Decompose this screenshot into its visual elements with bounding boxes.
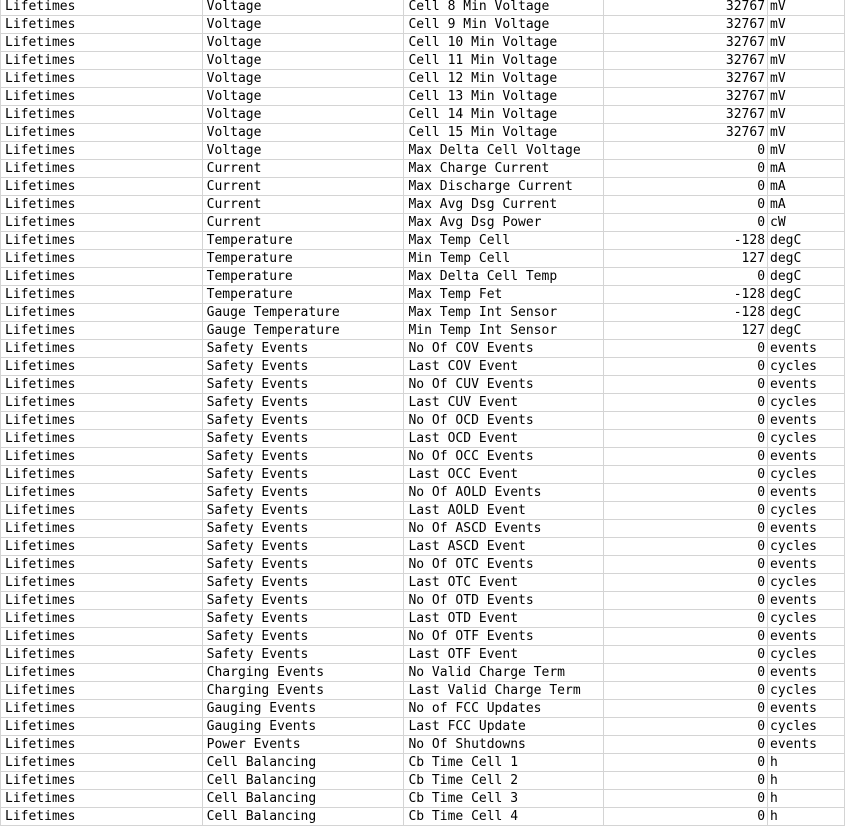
cell-section[interactable]: Lifetimes <box>1 52 203 70</box>
cell-parameter[interactable]: No Of COV Events <box>404 340 604 358</box>
cell-unit[interactable]: mV <box>768 34 845 52</box>
cell-category[interactable]: Safety Events <box>202 358 404 376</box>
cell-parameter[interactable]: Last OTF Event <box>404 646 604 664</box>
cell-parameter[interactable]: Max Discharge Current <box>404 178 604 196</box>
cell-section[interactable]: Lifetimes <box>1 628 203 646</box>
cell-unit[interactable]: degC <box>768 322 845 340</box>
cell-value[interactable]: 0 <box>604 556 768 574</box>
cell-section[interactable]: Lifetimes <box>1 610 203 628</box>
cell-section[interactable]: Lifetimes <box>1 160 203 178</box>
table-row <box>1 646 845 664</box>
cell-category[interactable]: Safety Events <box>202 574 404 592</box>
cell-parameter[interactable]: Last ASCD Event <box>404 538 604 556</box>
cell-section[interactable]: Lifetimes <box>1 376 203 394</box>
cell-section[interactable]: Lifetimes <box>1 448 203 466</box>
cell-category[interactable]: Safety Events <box>202 556 404 574</box>
table-row <box>1 286 845 304</box>
table-row <box>1 556 845 574</box>
cell-section[interactable]: Lifetimes <box>1 520 203 538</box>
table-row <box>1 52 845 70</box>
cell-section[interactable]: Lifetimes <box>1 430 203 448</box>
cell-value[interactable]: 0 <box>604 214 768 232</box>
cell-section[interactable]: Lifetimes <box>1 412 203 430</box>
cell-parameter[interactable]: No Of OTD Events <box>404 592 604 610</box>
cell-parameter[interactable]: Last OTC Event <box>404 574 604 592</box>
cell-value[interactable]: 32767 <box>604 70 768 88</box>
cell-parameter[interactable]: Max Delta Cell Temp <box>404 268 604 286</box>
cell-category[interactable]: Charging Events <box>202 682 404 700</box>
cell-category[interactable]: Safety Events <box>202 538 404 556</box>
cell-unit[interactable]: h <box>768 808 845 826</box>
cell-unit[interactable]: cycles <box>768 466 845 484</box>
cell-category[interactable]: Voltage <box>202 88 404 106</box>
cell-section[interactable]: Lifetimes <box>1 646 203 664</box>
table-row <box>1 268 845 286</box>
table-row <box>1 538 845 556</box>
cell-parameter[interactable]: Max Delta Cell Voltage <box>404 142 604 160</box>
cell-category[interactable]: Safety Events <box>202 628 404 646</box>
table-row <box>1 124 845 142</box>
cell-value[interactable]: 0 <box>604 700 768 718</box>
cell-parameter[interactable]: Cell 13 Min Voltage <box>404 88 604 106</box>
cell-section[interactable]: Lifetimes <box>1 502 203 520</box>
cell-unit[interactable]: h <box>768 754 845 772</box>
cell-value[interactable]: 0 <box>604 682 768 700</box>
cell-parameter[interactable]: Min Temp Int Sensor <box>404 322 604 340</box>
cell-section[interactable]: Lifetimes <box>1 682 203 700</box>
cell-parameter[interactable]: Last CUV Event <box>404 394 604 412</box>
cell-section[interactable]: Lifetimes <box>1 358 203 376</box>
cell-section[interactable]: Lifetimes <box>1 718 203 736</box>
table-row <box>1 430 845 448</box>
table-row <box>1 232 845 250</box>
cell-category[interactable]: Temperature <box>202 286 404 304</box>
cell-section[interactable]: Lifetimes <box>1 808 203 826</box>
cell-section[interactable]: Lifetimes <box>1 70 203 88</box>
table-row <box>1 682 845 700</box>
cell-unit[interactable]: cycles <box>768 646 845 664</box>
cell-value[interactable]: 0 <box>604 520 768 538</box>
cell-section[interactable]: Lifetimes <box>1 574 203 592</box>
table-row <box>1 484 845 502</box>
cell-value[interactable]: 0 <box>604 484 768 502</box>
cell-parameter[interactable]: Cell 15 Min Voltage <box>404 124 604 142</box>
cell-category[interactable]: Safety Events <box>202 412 404 430</box>
cell-unit[interactable]: mA <box>768 196 845 214</box>
cell-category[interactable]: Power Events <box>202 736 404 754</box>
table-row <box>1 106 845 124</box>
cell-value[interactable]: 0 <box>604 754 768 772</box>
cell-unit[interactable]: mV <box>768 0 845 16</box>
cell-parameter[interactable]: Min Temp Cell <box>404 250 604 268</box>
cell-section[interactable]: Lifetimes <box>1 0 203 16</box>
cell-section[interactable]: Lifetimes <box>1 736 203 754</box>
cell-section[interactable]: Lifetimes <box>1 250 203 268</box>
cell-category[interactable]: Safety Events <box>202 448 404 466</box>
cell-unit[interactable]: mV <box>768 88 845 106</box>
table-row <box>1 592 845 610</box>
table-row <box>1 664 845 682</box>
cell-category[interactable]: Safety Events <box>202 466 404 484</box>
cell-value[interactable]: 0 <box>604 628 768 646</box>
cell-unit[interactable]: events <box>768 556 845 574</box>
cell-category[interactable]: Safety Events <box>202 394 404 412</box>
table-row <box>1 322 845 340</box>
cell-section[interactable]: Lifetimes <box>1 790 203 808</box>
table-row <box>1 520 845 538</box>
table-row <box>1 772 845 790</box>
table-row <box>1 790 845 808</box>
table-row <box>1 340 845 358</box>
cell-value[interactable]: 0 <box>604 790 768 808</box>
cell-value[interactable]: 0 <box>604 448 768 466</box>
cell-value[interactable]: 127 <box>604 322 768 340</box>
cell-parameter[interactable]: Max Charge Current <box>404 160 604 178</box>
cell-unit[interactable]: mV <box>768 124 845 142</box>
table-row <box>1 88 845 106</box>
cell-unit[interactable]: h <box>768 772 845 790</box>
cell-section[interactable]: Lifetimes <box>1 538 203 556</box>
cell-unit[interactable]: cycles <box>768 574 845 592</box>
table-row <box>1 808 845 826</box>
cell-category[interactable]: Current <box>202 178 404 196</box>
cell-value[interactable]: 0 <box>604 610 768 628</box>
cell-parameter[interactable]: Cell 8 Min Voltage <box>404 0 604 16</box>
cell-parameter[interactable]: Cell 9 Min Voltage <box>404 16 604 34</box>
table-row <box>1 142 845 160</box>
table-row <box>1 304 845 322</box>
cell-section[interactable]: Lifetimes <box>1 754 203 772</box>
table-row <box>1 574 845 592</box>
cell-unit[interactable]: events <box>768 628 845 646</box>
cell-value[interactable]: 0 <box>604 772 768 790</box>
cell-unit[interactable]: cycles <box>768 358 845 376</box>
cell-category[interactable]: Current <box>202 196 404 214</box>
cell-unit[interactable]: events <box>768 664 845 682</box>
cell-parameter[interactable]: No Valid Charge Term <box>404 664 604 682</box>
cell-unit[interactable]: mV <box>768 16 845 34</box>
cell-category[interactable]: Cell Balancing <box>202 808 404 826</box>
cell-unit[interactable]: mV <box>768 106 845 124</box>
cell-section[interactable]: Lifetimes <box>1 556 203 574</box>
cell-unit[interactable]: degC <box>768 286 845 304</box>
cell-parameter[interactable]: Max Temp Cell <box>404 232 604 250</box>
cell-category[interactable]: Charging Events <box>202 664 404 682</box>
cell-value[interactable]: 0 <box>604 718 768 736</box>
cell-section[interactable]: Lifetimes <box>1 196 203 214</box>
cell-category[interactable]: Temperature <box>202 250 404 268</box>
cell-category[interactable]: Voltage <box>202 34 404 52</box>
cell-unit[interactable]: mA <box>768 160 845 178</box>
cell-category[interactable]: Voltage <box>202 52 404 70</box>
cell-unit[interactable]: cycles <box>768 502 845 520</box>
cell-parameter[interactable]: Last FCC Update <box>404 718 604 736</box>
cell-parameter[interactable]: No of FCC Updates <box>404 700 604 718</box>
table-row <box>1 178 845 196</box>
cell-category[interactable]: Gauge Temperature <box>202 304 404 322</box>
cell-category[interactable]: Temperature <box>202 268 404 286</box>
cell-unit[interactable]: degC <box>768 232 845 250</box>
cell-category[interactable]: Cell Balancing <box>202 754 404 772</box>
table-row <box>1 412 845 430</box>
cell-section[interactable]: Lifetimes <box>1 340 203 358</box>
cell-parameter[interactable]: Last COV Event <box>404 358 604 376</box>
cell-parameter[interactable]: Cell 14 Min Voltage <box>404 106 604 124</box>
cell-value[interactable]: -128 <box>604 232 768 250</box>
cell-category[interactable]: Safety Events <box>202 520 404 538</box>
cell-unit[interactable]: events <box>768 376 845 394</box>
cell-category[interactable]: Cell Balancing <box>202 772 404 790</box>
cell-category[interactable]: Temperature <box>202 232 404 250</box>
cell-parameter[interactable]: Max Temp Int Sensor <box>404 304 604 322</box>
cell-section[interactable]: Lifetimes <box>1 394 203 412</box>
cell-unit[interactable]: h <box>768 790 845 808</box>
cell-parameter[interactable]: Max Temp Fet <box>404 286 604 304</box>
cell-section[interactable]: Lifetimes <box>1 322 203 340</box>
cell-value[interactable]: 0 <box>604 394 768 412</box>
cell-category[interactable]: Safety Events <box>202 340 404 358</box>
cell-section[interactable]: Lifetimes <box>1 286 203 304</box>
cell-category[interactable]: Gauging Events <box>202 718 404 736</box>
cell-value[interactable]: 0 <box>604 808 768 826</box>
cell-parameter[interactable]: Last OCD Event <box>404 430 604 448</box>
cell-unit[interactable]: cycles <box>768 610 845 628</box>
cell-category[interactable]: Voltage <box>202 0 404 16</box>
cell-value[interactable]: -128 <box>604 304 768 322</box>
table-row <box>1 754 845 772</box>
cell-value[interactable]: 0 <box>604 268 768 286</box>
cell-unit[interactable]: cycles <box>768 682 845 700</box>
cell-parameter[interactable]: No Of CUV Events <box>404 376 604 394</box>
cell-unit[interactable]: degC <box>768 304 845 322</box>
table-row <box>1 196 845 214</box>
cell-parameter[interactable]: Max Avg Dsg Power <box>404 214 604 232</box>
cell-category[interactable]: Cell Balancing <box>202 790 404 808</box>
cell-value[interactable]: 0 <box>604 358 768 376</box>
cell-parameter[interactable]: No Of OCD Events <box>404 412 604 430</box>
cell-category[interactable]: Safety Events <box>202 592 404 610</box>
cell-parameter[interactable]: Max Avg Dsg Current <box>404 196 604 214</box>
cell-category[interactable]: Safety Events <box>202 430 404 448</box>
cell-unit[interactable]: events <box>768 592 845 610</box>
cell-unit[interactable]: cycles <box>768 718 845 736</box>
cell-section[interactable]: Lifetimes <box>1 16 203 34</box>
cell-unit[interactable]: cycles <box>768 538 845 556</box>
cell-unit[interactable]: cycles <box>768 430 845 448</box>
cell-unit[interactable]: events <box>768 520 845 538</box>
cell-value[interactable]: 0 <box>604 538 768 556</box>
table-row <box>1 214 845 232</box>
cell-unit[interactable]: events <box>768 484 845 502</box>
cell-category[interactable]: Safety Events <box>202 610 404 628</box>
cell-unit[interactable]: mV <box>768 52 845 70</box>
cell-unit[interactable]: events <box>768 412 845 430</box>
cell-parameter[interactable]: Last OCC Event <box>404 466 604 484</box>
cell-section[interactable]: Lifetimes <box>1 592 203 610</box>
table-row <box>1 466 845 484</box>
cell-parameter[interactable]: No Of ASCD Events <box>404 520 604 538</box>
cell-value[interactable]: 0 <box>604 466 768 484</box>
cell-value[interactable]: 0 <box>604 412 768 430</box>
cell-section[interactable]: Lifetimes <box>1 664 203 682</box>
table-row <box>1 34 845 52</box>
cell-value[interactable]: 0 <box>604 340 768 358</box>
cell-parameter[interactable]: No Of Shutdowns <box>404 736 604 754</box>
cell-parameter[interactable]: Cell 11 Min Voltage <box>404 52 604 70</box>
cell-unit[interactable]: mV <box>768 142 845 160</box>
cell-category[interactable]: Safety Events <box>202 376 404 394</box>
cell-parameter[interactable]: Cb Time Cell 3 <box>404 790 604 808</box>
cell-value[interactable]: 0 <box>604 178 768 196</box>
cell-value[interactable]: 32767 <box>604 88 768 106</box>
cell-parameter[interactable]: No Of AOLD Events <box>404 484 604 502</box>
cell-category[interactable]: Current <box>202 214 404 232</box>
cell-category[interactable]: Voltage <box>202 142 404 160</box>
cell-section[interactable]: Lifetimes <box>1 106 203 124</box>
cell-section[interactable]: Lifetimes <box>1 232 203 250</box>
cell-value[interactable]: 127 <box>604 250 768 268</box>
cell-value[interactable]: 0 <box>604 376 768 394</box>
cell-parameter[interactable]: Last AOLD Event <box>404 502 604 520</box>
cell-section[interactable]: Lifetimes <box>1 268 203 286</box>
cell-category[interactable]: Gauge Temperature <box>202 322 404 340</box>
cell-section[interactable]: Lifetimes <box>1 772 203 790</box>
table-row <box>1 250 845 268</box>
cell-unit[interactable]: events <box>768 340 845 358</box>
cell-section[interactable]: Lifetimes <box>1 142 203 160</box>
cell-category[interactable]: Voltage <box>202 124 404 142</box>
cell-parameter[interactable]: Last Valid Charge Term <box>404 682 604 700</box>
cell-section[interactable]: Lifetimes <box>1 466 203 484</box>
cell-value[interactable]: 0 <box>604 664 768 682</box>
table-row <box>1 736 845 754</box>
cell-value[interactable]: 0 <box>604 646 768 664</box>
cell-unit[interactable]: mA <box>768 178 845 196</box>
cell-category[interactable]: Safety Events <box>202 502 404 520</box>
table-row <box>1 718 845 736</box>
cell-unit[interactable]: degC <box>768 250 845 268</box>
cell-value[interactable]: 0 <box>604 574 768 592</box>
table-row <box>1 376 845 394</box>
cell-category[interactable]: Current <box>202 160 404 178</box>
cell-parameter[interactable]: Last OTD Event <box>404 610 604 628</box>
cell-category[interactable]: Voltage <box>202 70 404 88</box>
table-row <box>1 358 845 376</box>
cell-section[interactable]: Lifetimes <box>1 214 203 232</box>
table-row <box>1 700 845 718</box>
table-row <box>1 610 845 628</box>
cell-parameter[interactable]: Cb Time Cell 1 <box>404 754 604 772</box>
cell-value[interactable]: 32767 <box>604 52 768 70</box>
cell-section[interactable]: Lifetimes <box>1 88 203 106</box>
table-row <box>1 160 845 178</box>
cell-category[interactable]: Voltage <box>202 16 404 34</box>
cell-section[interactable]: Lifetimes <box>1 34 203 52</box>
cell-parameter[interactable]: Cell 12 Min Voltage <box>404 70 604 88</box>
cell-value[interactable]: 0 <box>604 430 768 448</box>
cell-unit[interactable]: cW <box>768 214 845 232</box>
table-row <box>1 448 845 466</box>
cell-category[interactable]: Safety Events <box>202 484 404 502</box>
cell-value[interactable]: 0 <box>604 736 768 754</box>
cell-section[interactable]: Lifetimes <box>1 124 203 142</box>
cell-parameter[interactable]: Cell 10 Min Voltage <box>404 34 604 52</box>
cell-category[interactable]: Voltage <box>202 106 404 124</box>
cell-value[interactable]: -128 <box>604 286 768 304</box>
cell-value[interactable]: 0 <box>604 196 768 214</box>
cell-section[interactable]: Lifetimes <box>1 304 203 322</box>
cell-parameter[interactable]: No Of OTF Events <box>404 628 604 646</box>
cell-value[interactable]: 0 <box>604 592 768 610</box>
cell-unit[interactable]: mV <box>768 70 845 88</box>
cell-section[interactable]: Lifetimes <box>1 484 203 502</box>
cell-unit[interactable]: events <box>768 736 845 754</box>
cell-unit[interactable]: events <box>768 448 845 466</box>
cell-category[interactable]: Safety Events <box>202 646 404 664</box>
table-row <box>1 70 845 88</box>
grid-body <box>1 0 845 826</box>
cell-value[interactable]: 32767 <box>604 34 768 52</box>
cell-value[interactable]: 0 <box>604 502 768 520</box>
cell-value[interactable]: 32767 <box>604 124 768 142</box>
table-row <box>1 394 845 412</box>
cell-value[interactable]: 0 <box>604 160 768 178</box>
cell-value[interactable]: 32767 <box>604 0 768 16</box>
cell-parameter[interactable]: No Of OTC Events <box>404 556 604 574</box>
cell-parameter[interactable]: Cb Time Cell 2 <box>404 772 604 790</box>
cell-unit[interactable]: cycles <box>768 394 845 412</box>
table-row <box>1 628 845 646</box>
cell-unit[interactable]: degC <box>768 268 845 286</box>
cell-parameter[interactable]: No Of OCC Events <box>404 448 604 466</box>
table-row <box>1 502 845 520</box>
cell-unit[interactable]: events <box>768 700 845 718</box>
cell-parameter[interactable]: Cb Time Cell 4 <box>404 808 604 826</box>
table-row <box>1 16 845 34</box>
cell-value[interactable]: 32767 <box>604 16 768 34</box>
cell-section[interactable]: Lifetimes <box>1 700 203 718</box>
cell-value[interactable]: 0 <box>604 142 768 160</box>
cell-category[interactable]: Gauging Events <box>202 700 404 718</box>
cell-section[interactable]: Lifetimes <box>1 178 203 196</box>
cell-value[interactable]: 32767 <box>604 106 768 124</box>
table-row <box>1 0 845 16</box>
